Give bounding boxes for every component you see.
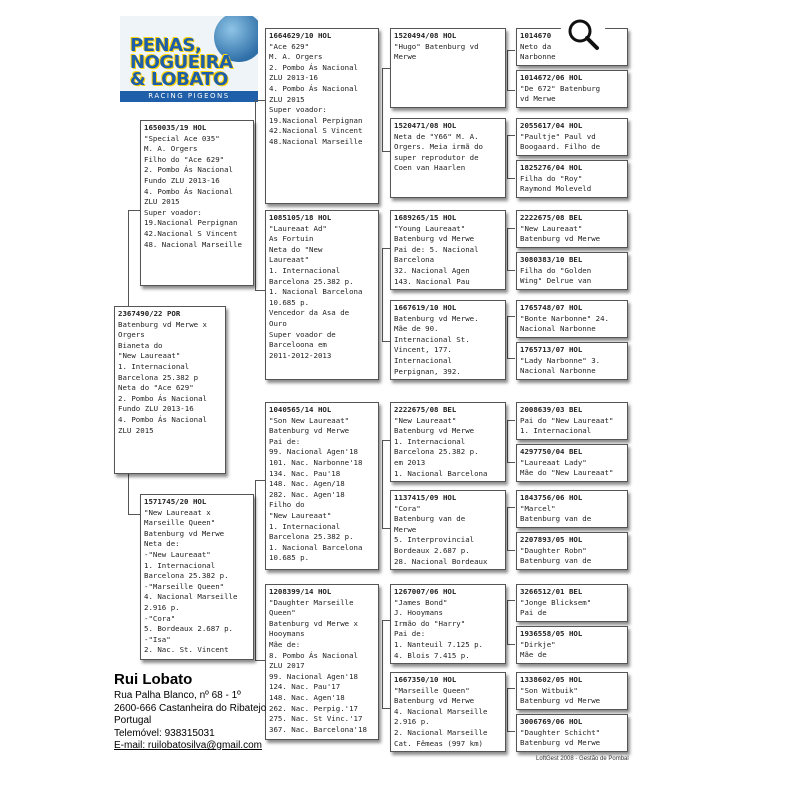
connector [255, 480, 265, 481]
detail-line: 101. Nac. Narbonne'18 [269, 457, 363, 467]
connector [382, 68, 390, 69]
contact-email-link[interactable]: E-mail: ruilobatosilva@gmail.com [114, 740, 262, 751]
detail-line: Orgers. Meia irmã do [394, 142, 483, 152]
detail-line: "New Laureaat" [118, 351, 181, 361]
connector [382, 528, 390, 529]
ring-number: 1689265/15 HOL [394, 213, 457, 222]
detail-line: 1. Internacional [144, 560, 216, 570]
detail-line: Super voador de [269, 329, 336, 339]
detail-line: Batenburg vd Merwe [394, 696, 475, 706]
connector [507, 358, 515, 359]
detail-line: 42.Nacional S Vincent [144, 228, 238, 238]
detail-line: 134. Nac. Pau'18 [269, 468, 341, 478]
detail-line: ZLU 2015 [118, 425, 154, 435]
detail-line: 1. Internacional [520, 426, 592, 436]
detail-line: 1. Internacional [269, 521, 341, 531]
connector [382, 151, 390, 152]
footer-credit: LoftGest 2008 - Gestão de Pombal [536, 756, 629, 762]
detail-line: "Laureaat Lady" [520, 457, 587, 467]
connector [507, 600, 515, 601]
detail-line: 32. Nacional Agen [394, 265, 470, 275]
detail-line: Batenburg vd Merwe x [269, 618, 358, 628]
detail-line: 1. Internacional [269, 265, 341, 275]
detail-line: 2.916 p. [144, 602, 180, 612]
pigeon-card-g7[interactable] [390, 584, 506, 664]
detail-line: Mãe do "New Laureaat" [520, 468, 614, 478]
detail-line: "James Bond" [394, 597, 448, 607]
detail-line: 148. Nac. Agen/18 [269, 479, 345, 489]
detail-line: 275. Nac. St Vinc.'17 [269, 714, 363, 724]
connector [507, 178, 515, 179]
detail-line: "Special Ace 035" [144, 133, 220, 143]
detail-line: 2. Pombo Ás Nacional [118, 393, 207, 403]
detail-line: 99. Nacional Agen'18 [269, 447, 358, 457]
pigeon-card-h2[interactable] [516, 70, 628, 108]
detail-line: M. A. Orgers [144, 144, 198, 154]
detail-line: Filho do [269, 500, 305, 510]
detail-line: Orgers [118, 330, 145, 340]
detail-line: Batenburg vd Merwe [394, 426, 475, 436]
connector [507, 420, 515, 421]
detail-line: "Cora" [394, 503, 421, 513]
ring-number: 1825276/04 HOL [520, 163, 583, 172]
detail-line: Coen van Haarlen [394, 163, 466, 173]
pigeon-card-dam[interactable] [140, 494, 254, 660]
detail-line: Wing" Delrue van [520, 276, 592, 286]
detail-line: Bianeta do [118, 340, 163, 350]
detail-line: Batenburg vd Merwe [520, 738, 601, 748]
connector [255, 100, 265, 101]
detail-line: 42.Nacional S Vincent [269, 126, 363, 136]
ring-number: 2367490/22 POR [118, 309, 181, 318]
detail-line: 4. Pombo Ás Nacional [144, 186, 233, 196]
detail-line: 1. Internacional [118, 361, 190, 371]
connector [507, 50, 508, 90]
pigeon-card-g4[interactable] [390, 300, 506, 380]
pigeon-card-g1[interactable] [390, 28, 506, 108]
pigeon-card-sire-dam[interactable] [265, 210, 379, 380]
detail-line: Pai de: [269, 436, 301, 446]
ring-number: 1040565/14 HOL [269, 405, 332, 414]
detail-line: 148. Nac. Agen'18 [269, 692, 345, 702]
connector [382, 620, 383, 708]
detail-line: Super voador: [269, 105, 327, 115]
detail-line: Hooymans [269, 629, 305, 639]
detail-line: Mãe de: [269, 639, 301, 649]
detail-line: 4. Pombo Ás Nacional [269, 83, 358, 93]
detail-line: Batenburg vd Merwe. [394, 313, 479, 323]
detail-line: M. A. Orgers [269, 52, 323, 62]
detail-line: -"Cora" [144, 613, 176, 623]
connector [507, 600, 508, 644]
detail-line: Internacional [394, 355, 452, 365]
detail-line: "Dirkje" [520, 639, 556, 649]
pigeon-card-h16[interactable] [516, 714, 628, 752]
pigeon-card-h14[interactable] [516, 626, 628, 664]
detail-line: Filho do "Ace 629" [144, 154, 225, 164]
detail-line: Barcelona 25.382 p. [269, 532, 354, 542]
detail-line: ZLU 2013-16 [269, 73, 318, 83]
pigeon-card-dam-dam[interactable] [265, 584, 379, 740]
connector [128, 474, 129, 514]
ring-number: 1208399/14 HOL [269, 587, 332, 596]
detail-line: Barcelona 25.382 p [118, 372, 199, 382]
detail-line: 5. Interprovincial [394, 535, 475, 545]
logo-line-3: & LOBATO [130, 69, 228, 90]
ring-number: 3006769/06 HOL [520, 717, 583, 726]
connector [507, 462, 515, 463]
detail-line: 5. Bordeaux 2.687 p. [144, 624, 233, 634]
detail-line: Barceloona em [269, 340, 327, 350]
connector [507, 550, 515, 551]
detail-line: vd Merwe [520, 94, 556, 104]
detail-line: Nacional Narbonne [520, 324, 596, 334]
detail-line: "Bonte Narbonne" 24. [520, 313, 609, 323]
detail-line: "Son New Laureaat" [269, 415, 350, 425]
detail-line: Raymond Moleveld [520, 184, 592, 194]
detail-line: "Young Laureaat" [394, 223, 466, 233]
detail-line: Vencedor da Asa de [269, 308, 350, 318]
detail-line: 4. Blois 7.415 p. [394, 650, 470, 660]
pigeon-card-g2[interactable] [390, 118, 506, 198]
ring-number: 1765713/07 HOL [520, 345, 583, 354]
detail-line: Batenburg van de [520, 556, 592, 566]
connector [507, 135, 508, 178]
detail-line: 1. Nacional Barcelona [269, 287, 363, 297]
detail-line: Vincent, 177. [394, 345, 452, 355]
detail-line: "Daughter Marseille [269, 597, 354, 607]
detail-line: Merwe [394, 524, 417, 534]
pigeon-card-h6[interactable] [516, 252, 628, 290]
pigeon-card-h10[interactable] [516, 444, 628, 482]
detail-line: -"Isa" [144, 634, 171, 644]
detail-line: 2. Nacional Marseille [394, 727, 488, 737]
detail-line: Batenburg van de [394, 514, 466, 524]
detail-line: 143. Nacional Pau [394, 276, 470, 286]
ring-number: 1843756/06 HOL [520, 493, 583, 502]
ring-number: 2055617/04 HOL [520, 121, 583, 130]
contact-name: Rui Lobato [114, 671, 193, 688]
connector [507, 316, 515, 317]
ring-number: 2222675/08 BEL [394, 405, 457, 414]
connector [507, 228, 508, 270]
detail-line: Filha do "Golden [520, 265, 592, 275]
detail-line: Fundo ZLU 2013-16 [144, 175, 220, 185]
search-icon [560, 12, 606, 58]
pigeon-card-sire-sire[interactable] [265, 28, 379, 204]
connector [507, 688, 508, 731]
detail-line: As Fortuin [269, 234, 314, 244]
detail-line: "New Laureaat" [394, 415, 457, 425]
detail-line: "Marcel" [520, 503, 556, 513]
pigeon-card-g8[interactable] [390, 672, 506, 752]
ring-number: 1085105/18 HOL [269, 213, 332, 222]
detail-line: "New Laureaat" [269, 510, 332, 520]
connector [507, 50, 515, 51]
detail-line: 19.Nacional Perpignan [144, 218, 238, 228]
detail-line: Batenburg vd Merwe x [118, 319, 207, 329]
pigeon-card-subject[interactable] [114, 306, 226, 474]
detail-line: Fundo ZLU 2013-16 [118, 404, 194, 414]
detail-line: 1. Nacional Barcelona [269, 542, 363, 552]
detail-line: ZLU 2015 [269, 94, 305, 104]
detail-line: 28. Nacional Bordeaux [394, 556, 488, 566]
pigeon-card-h12[interactable] [516, 532, 628, 570]
detail-line: Barcelona 25.382 p. [144, 571, 229, 581]
detail-line: 367. Nac. Barcelona'18 [269, 724, 367, 734]
ring-number: 1137415/09 HOL [394, 493, 457, 502]
connector [128, 210, 140, 211]
contact-city: 2600-666 Castanheira do Ribatejo [114, 702, 267, 714]
ring-number: 1267007/06 HOL [394, 587, 457, 596]
ring-number: 1650035/19 HOL [144, 123, 207, 132]
detail-line: Queen" [269, 608, 296, 618]
detail-line: Pai do "New Laureaat" [520, 415, 614, 425]
detail-line: "New Laureaat" [520, 223, 583, 233]
detail-line: 2. Pombo Ás Nacional [269, 62, 358, 72]
detail-line: 2.916 p. [394, 717, 430, 727]
detail-line: ZLU 2015 [144, 197, 180, 207]
contact-address: Rua Palha Blanco, nº 68 - 1º [114, 690, 241, 701]
ring-number: 4297750/04 BEL [520, 447, 583, 456]
detail-line: "De 672" Batenburg [520, 83, 601, 93]
ring-number: 1765748/07 HOL [520, 303, 583, 312]
connector [507, 644, 515, 645]
pigeon-card-h4[interactable] [516, 160, 628, 198]
detail-line: Mãe de 90. [394, 324, 439, 334]
detail-line: Boogaard. Filho de [520, 142, 601, 152]
detail-line: 48.Nacional Marseille [269, 136, 363, 146]
ring-number: 1667619/10 HOL [394, 303, 457, 312]
detail-line: Irmão do "Harry" [394, 618, 466, 628]
connector [128, 210, 129, 306]
detail-line: Barcelona 25.382 p. [269, 276, 354, 286]
detail-line: 282. Nac. Agen'18 [269, 489, 345, 499]
detail-line: Barcelona 25.382 p. [394, 447, 479, 457]
detail-line: Marseille Queen" [144, 518, 216, 528]
detail-line: Pai de [520, 608, 547, 618]
detail-line: 4. Pombo Ás Nacional [118, 414, 207, 424]
contact-country: Portugal [114, 715, 152, 726]
connector [507, 90, 515, 91]
detail-line: Filha do "Roy" [520, 173, 583, 183]
pigeon-card-h5[interactable] [516, 210, 628, 248]
pigeon-card-g6[interactable] [390, 490, 506, 570]
detail-line: J. Hooymans [394, 608, 443, 618]
detail-line: super reprodutor de [394, 152, 479, 162]
pigeon-card-h9[interactable] [516, 402, 628, 440]
detail-line: Nacional Narbonne [520, 366, 596, 376]
pigeon-card-h8[interactable] [516, 342, 628, 380]
detail-line: Super voador: [144, 207, 202, 217]
pigeon-card-g3[interactable] [390, 210, 506, 290]
ring-number: 1014670 [520, 31, 552, 40]
connector [255, 480, 256, 660]
detail-line: "Paultje" Paul vd [520, 131, 596, 141]
detail-line: "Hugo" Batenburg vd [394, 41, 479, 51]
detail-line: Pai de: [394, 629, 426, 639]
detail-line: Pai de: 5. Nacional [394, 244, 479, 254]
ring-number: 1520471/08 HOL [394, 121, 457, 130]
ring-number: 1520494/08 HOL [394, 31, 457, 40]
contact-block [114, 670, 266, 753]
detail-line: "Daughter Robn" [520, 545, 587, 555]
detail-line: 2. Nac. St. Vincent [144, 645, 229, 655]
connector [382, 440, 383, 528]
ring-number: 2008639/03 BEL [520, 405, 583, 414]
detail-line: Batenburg vd Merwe [269, 426, 350, 436]
ring-number: 2207893/05 HOL [520, 535, 583, 544]
connector [507, 316, 508, 358]
detail-line: em 2013 [394, 457, 426, 467]
detail-line: 4. Nacional Marseille [144, 592, 238, 602]
connector [507, 420, 508, 462]
detail-line: 19.Nacional Perpignan [269, 115, 363, 125]
connector [382, 248, 390, 249]
logo-line-2: NOGUEIRA [130, 52, 233, 73]
detail-line: 1. Nacional Barcelona [394, 468, 488, 478]
connector [507, 507, 515, 508]
connector [382, 440, 390, 441]
detail-line: Batenburg van de [520, 514, 592, 524]
connector [507, 507, 508, 550]
detail-line: Cat. Fêmeas (997 km) [394, 738, 483, 748]
logo-subtitle: RACING PIGEONS [120, 91, 258, 102]
detail-line: "Marseille Queen" [394, 685, 470, 695]
ring-number: 1571745/20 HOL [144, 497, 207, 506]
detail-line: Mãe de [520, 650, 547, 660]
detail-line: Narbonne [520, 52, 556, 62]
connector [507, 228, 515, 229]
detail-line: Neta do "New [269, 244, 323, 254]
connector [255, 290, 265, 291]
detail-line: "Ace 629" [269, 41, 310, 51]
ring-number: 1014672/06 HOL [520, 73, 583, 82]
detail-line: 1. Nanteuil 7.125 p. [394, 639, 483, 649]
pigeon-card-h7[interactable] [516, 300, 628, 338]
pigeon-card-sire[interactable] [140, 120, 254, 286]
ring-number: 1936558/05 HOL [520, 629, 583, 638]
detail-line: Ouro [269, 318, 287, 328]
connector [507, 731, 515, 732]
detail-line: Batenburg vd Merwe [144, 528, 225, 538]
ring-number: 3080383/10 BEL [520, 255, 583, 264]
pigeon-card-g5[interactable] [390, 402, 506, 482]
search-button[interactable] [560, 12, 606, 58]
detail-line: 10.685 p. [269, 553, 310, 563]
detail-line: Merwe [394, 52, 417, 62]
detail-line: "New Laureaat x [144, 507, 211, 517]
detail-line: 2. Pombo Ás Nacional [144, 165, 233, 175]
ring-number: 1667350/10 HOL [394, 675, 457, 684]
detail-line: -"Marseille Queen" [144, 581, 225, 591]
connector [382, 248, 383, 341]
detail-line: Neta do "Ace 629" [118, 383, 194, 393]
detail-line: "Lady Narbonne" 3. [520, 355, 601, 365]
detail-line: "Laureaat Ad" [269, 223, 327, 233]
detail-line: 4. Nacional Marseille [394, 706, 488, 716]
connector [382, 620, 390, 621]
connector [255, 660, 265, 661]
detail-line: Barcelona [394, 255, 435, 265]
detail-line: -"New Laureaat" [144, 549, 211, 559]
detail-line: Neta de "Y66" M. A. [394, 131, 479, 141]
detail-line: "Jonge Blicksem" [520, 597, 592, 607]
pigeon-card-h13[interactable] [516, 584, 628, 622]
ring-number: 1664629/10 HOL [269, 31, 332, 40]
detail-line: 48. Nacional Marseille [144, 239, 242, 249]
ring-number: 1338602/05 HOL [520, 675, 583, 684]
detail-line: 1. Internacional [394, 436, 466, 446]
logo-line-1: PENAS, [130, 35, 202, 56]
detail-line: Batenburg vd Merwe [394, 234, 475, 244]
detail-line: ZLU 2017 [269, 661, 305, 671]
detail-line: Bordeaux 2.687 p. [394, 545, 470, 555]
detail-line: "Daughter Schicht" [520, 727, 601, 737]
connector [507, 135, 515, 136]
detail-line: Neto da [520, 41, 552, 51]
detail-line: 99. Nacional Agen'18 [269, 671, 358, 681]
detail-line: 2011-2012-2013 [269, 350, 332, 360]
detail-line: Neta de: [144, 539, 180, 549]
detail-line: 8. Pombo Ás Nacional [269, 650, 358, 660]
connector [382, 341, 390, 342]
ring-number: 2222675/08 BEL [520, 213, 583, 222]
detail-line: Batenburg vd Merwe [520, 234, 601, 244]
connector [507, 688, 515, 689]
connector [382, 708, 390, 709]
connector [128, 514, 140, 515]
connector [507, 270, 515, 271]
connector [255, 100, 256, 290]
detail-line: Batenburg vd Merwe [520, 696, 601, 706]
logo [120, 16, 258, 102]
detail-line: "Son Witbuik" [520, 685, 578, 695]
connector [382, 68, 383, 151]
pigeon-card-h11[interactable] [516, 490, 628, 528]
detail-line: 124. Nac. Pau'17 [269, 682, 341, 692]
pigeon-card-dam-sire[interactable] [265, 402, 379, 570]
detail-line: 10.685 p. [269, 297, 310, 307]
contact-phone: Telemóvel: 938315031 [114, 727, 215, 739]
ring-number: 3266512/01 BEL [520, 587, 583, 596]
pigeon-card-h3[interactable] [516, 118, 628, 156]
detail-line: Perpignan, 392. [394, 366, 461, 376]
detail-line: Internacional St. [394, 334, 470, 344]
detail-line: Laureaat" [269, 255, 310, 265]
pigeon-card-h15[interactable] [516, 672, 628, 710]
detail-line: 262. Nac. Perpig.'17 [269, 703, 358, 713]
